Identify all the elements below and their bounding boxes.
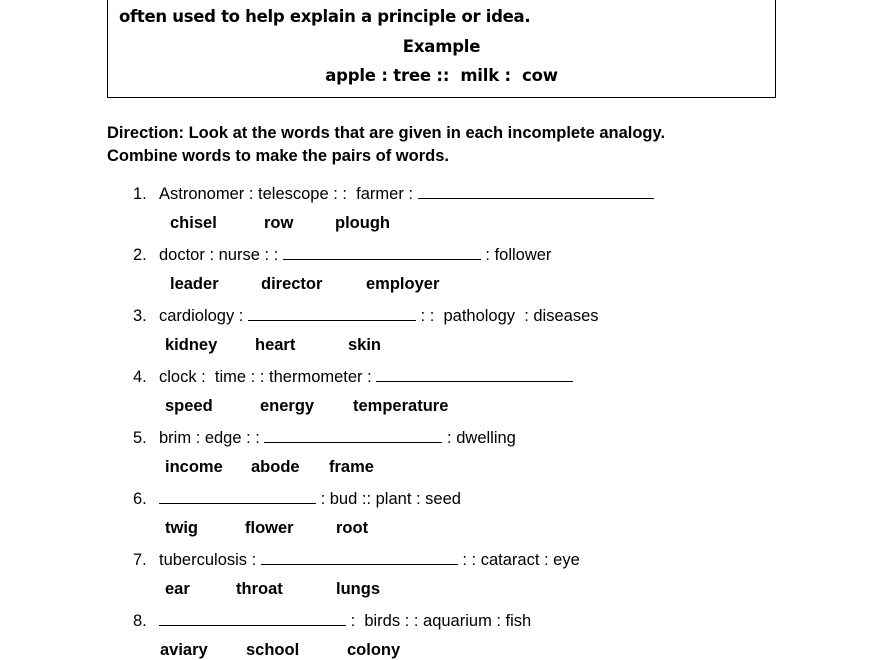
- options-3: [165, 336, 381, 355]
- question-number: 4.: [133, 368, 147, 386]
- option[interactable]: temperature: [353, 397, 449, 415]
- option[interactable]: root: [336, 519, 369, 537]
- question-number: 7.: [133, 551, 147, 569]
- options-7: [165, 580, 380, 599]
- option[interactable]: employer: [366, 275, 440, 293]
- option[interactable]: colony: [347, 641, 401, 659]
- option[interactable]: heart: [255, 336, 296, 354]
- answer-blank[interactable]: [283, 245, 481, 260]
- option[interactable]: ear: [165, 580, 190, 598]
- question-number: 3.: [133, 307, 147, 325]
- answer-blank[interactable]: [248, 306, 416, 321]
- question-text-before: doctor : nurse : :: [159, 246, 283, 264]
- question-text-after: : follower: [480, 246, 552, 264]
- direction-line-1: Direction: Look at the words that are given in each incomplete analogy.: [107, 124, 666, 142]
- option[interactable]: skin: [348, 336, 382, 354]
- answer-blank[interactable]: [264, 428, 442, 443]
- option[interactable]: lungs: [336, 580, 380, 598]
- option[interactable]: throat: [236, 580, 283, 598]
- question-text-before: clock : time : : thermometer :: [159, 368, 377, 386]
- directions: [107, 122, 665, 168]
- options-4: [165, 397, 448, 416]
- definition-text: often used to help explain a principle or idea.: [119, 7, 531, 26]
- direction-line-2: Combine words to make the pairs of words.: [107, 147, 449, 165]
- options-5: [165, 458, 374, 477]
- example-title: Example: [402, 37, 481, 56]
- option[interactable]: school: [246, 641, 300, 659]
- options-6: [165, 519, 368, 538]
- option[interactable]: income: [165, 458, 223, 476]
- question-text-before: tuberculosis :: [159, 551, 261, 569]
- option[interactable]: speed: [165, 397, 213, 415]
- option[interactable]: abode: [251, 458, 300, 476]
- question-text-after: : bud :: plant : seed: [316, 490, 461, 508]
- options-2: [170, 275, 439, 294]
- question-text-after: : : pathology : diseases: [415, 307, 599, 325]
- answer-blank[interactable]: [376, 367, 573, 382]
- options-1: [170, 214, 390, 233]
- question-4: [133, 367, 573, 387]
- answer-blank[interactable]: [261, 550, 458, 565]
- question-text-after: : dwelling: [442, 429, 516, 447]
- options-8: [160, 641, 400, 660]
- option[interactable]: frame: [329, 458, 374, 476]
- option[interactable]: row: [264, 214, 294, 232]
- option[interactable]: leader: [170, 275, 219, 293]
- option[interactable]: kidney: [165, 336, 218, 354]
- question-text-before: brim : edge : :: [159, 429, 265, 447]
- definition-box: [107, 0, 776, 98]
- example-pair: apple : tree :: milk : cow: [325, 66, 558, 85]
- question-number: 1.: [133, 185, 147, 203]
- question-5: [133, 428, 516, 448]
- question-number: 5.: [133, 429, 147, 447]
- question-number: 8.: [133, 612, 147, 630]
- option[interactable]: chisel: [170, 214, 217, 232]
- answer-blank[interactable]: [159, 489, 316, 504]
- option[interactable]: plough: [335, 214, 390, 232]
- question-text-before: cardiology :: [159, 307, 248, 325]
- question-8: [133, 611, 531, 631]
- option[interactable]: energy: [260, 397, 315, 415]
- option[interactable]: twig: [165, 519, 198, 537]
- answer-blank[interactable]: [418, 184, 654, 199]
- answer-blank[interactable]: [159, 611, 346, 626]
- question-7: [133, 550, 580, 570]
- option[interactable]: aviary: [160, 641, 208, 659]
- question-number: 2.: [133, 246, 147, 264]
- question-number: 6.: [133, 490, 147, 508]
- question-3: [133, 306, 599, 326]
- question-6: [133, 489, 461, 509]
- question-text-after: : : cataract : eye: [457, 551, 580, 569]
- question-1: [133, 184, 654, 204]
- question-text-after: : birds : : aquarium : fish: [346, 612, 532, 630]
- option[interactable]: director: [261, 275, 323, 293]
- option[interactable]: flower: [245, 519, 294, 537]
- question-2: [133, 245, 551, 265]
- question-text-before: Astronomer : telescope : : farmer :: [159, 185, 418, 203]
